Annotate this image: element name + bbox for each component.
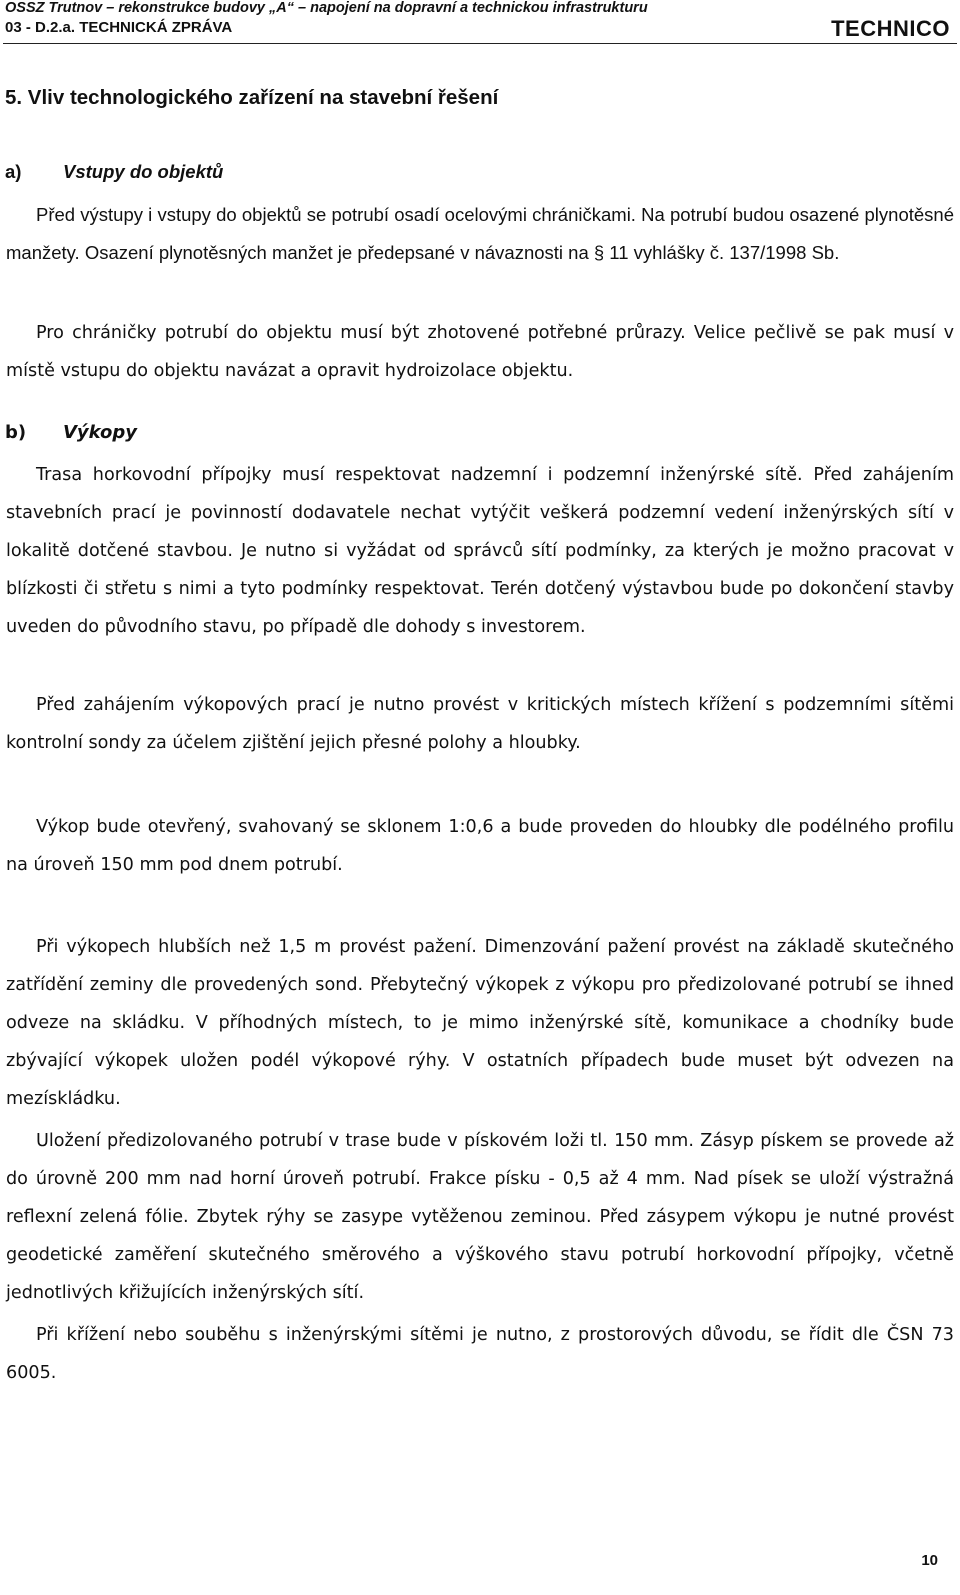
header-divider <box>3 43 957 44</box>
page-number: 10 <box>921 1552 938 1569</box>
page-header <box>0 0 960 44</box>
paragraph-b-6: Při křížení nebo souběhu s inženýrskými sítěmi je nutno, z prostorových důvodu, se řídit dle ČSN 73 6005. <box>6 1325 954 1383</box>
header-document-title: 03 - D.2.a. TECHNICKÁ ZPRÁVA <box>5 19 233 36</box>
paragraph-b-1: Trasa horkovodní přípojky musí respektovat nadzemní i podzemní inženýrské sítě. Před zahájením stavebních prací je povinností dodavatele nechat vytýčit veškerá podzemní vedení inženýrských sítí v lokalitě dotčené stavbou. Je nutno si vyžádat od správců sítí podmínky, za kterých je možno pracovat v blízkosti či střetu s nimi a tyto podmínky respektovat. Terén dotčený výstavbou bude po dokončení stavby uveden do původního stavu, po případě dle dohody s investorem. <box>6 465 954 637</box>
paragraph-a-2: Pro chráničky potrubí do objektu musí být zhotovené potřebné průrazy. Velice pečlivě se pak musí v místě vstupu do objektu navázat a opravit hydroizolace objektu. <box>6 323 954 381</box>
paragraph-b-2: Před zahájením výkopových prací je nutno provést v kritických místech křížení s podzemními sítěmi kontrolní sondy za účelem zjištění jejich přesné polohy a hloubky. <box>6 695 954 753</box>
paragraph-a-1: Před výstupy i vstupy do objektů se potrubí osadí ocelovými chráničkami. Na potrubí budou osazené plynotěsné manžety. Osazení plynotěsných manžet je předepsané v návaznosti na § 11 vyhlášky č. 137/1998 Sb. <box>6 204 954 263</box>
subsection-b-number: b) <box>5 422 27 443</box>
section-title: 5. Vliv technologického zařízení na stavební řešení <box>5 86 499 109</box>
paragraph-b-3: Výkop bude otevřený, svahovaný se sklonem 1:0,6 a bude proveden do hloubky dle podélného profilu na úroveň 150 mm pod dnem potrubí. <box>6 817 954 875</box>
paragraph-b-4: Při výkopech hlubších než 1,5 m provést pažení. Dimenzování pažení provést na základě skutečného zatřídění zeminy dle provedených sond. Přebytečný výkopek z výkopu pro předizolované potrubí se ihned odveze na skládku. V příhodných místech, to je mimo inženýrské sítě, komunikace a chodníky bude zbývající výkopek uložen podél výkopové rýhy. V ostatních případech bude muset být odvezen na mezískládku. <box>6 937 954 1109</box>
subsection-b-title: Výkopy <box>63 422 137 443</box>
company-logo: TECHNICO <box>831 16 950 41</box>
paragraph-b-5: Uložení předizolovaného potrubí v trase bude v pískovém loži tl. 150 mm. Zásyp pískem se provede až do úrovně 200 mm nad horní úroveň potrubí. Frakce písku - 0,5 až 4 mm. Nad písek se uloží výstražná reflexní zelená fólie. Zbytek rýhy se zasype vytěženou zeminou. Před zásypem výkopu je nutné provést geodetické zaměření skutečného směrového a výškového stavu potrubí horkovodní přípojky, včetně jednotlivých křižujících inženýrských sítí. <box>6 1131 954 1303</box>
header-project-title: OSSZ Trutnov – rekonstrukce budovy „A“ – napojení na dopravní a technickou infrastrukturu <box>5 0 648 16</box>
subsection-a-title: Vstupy do objektů <box>63 161 224 182</box>
subsection-a-number: a) <box>5 161 22 182</box>
